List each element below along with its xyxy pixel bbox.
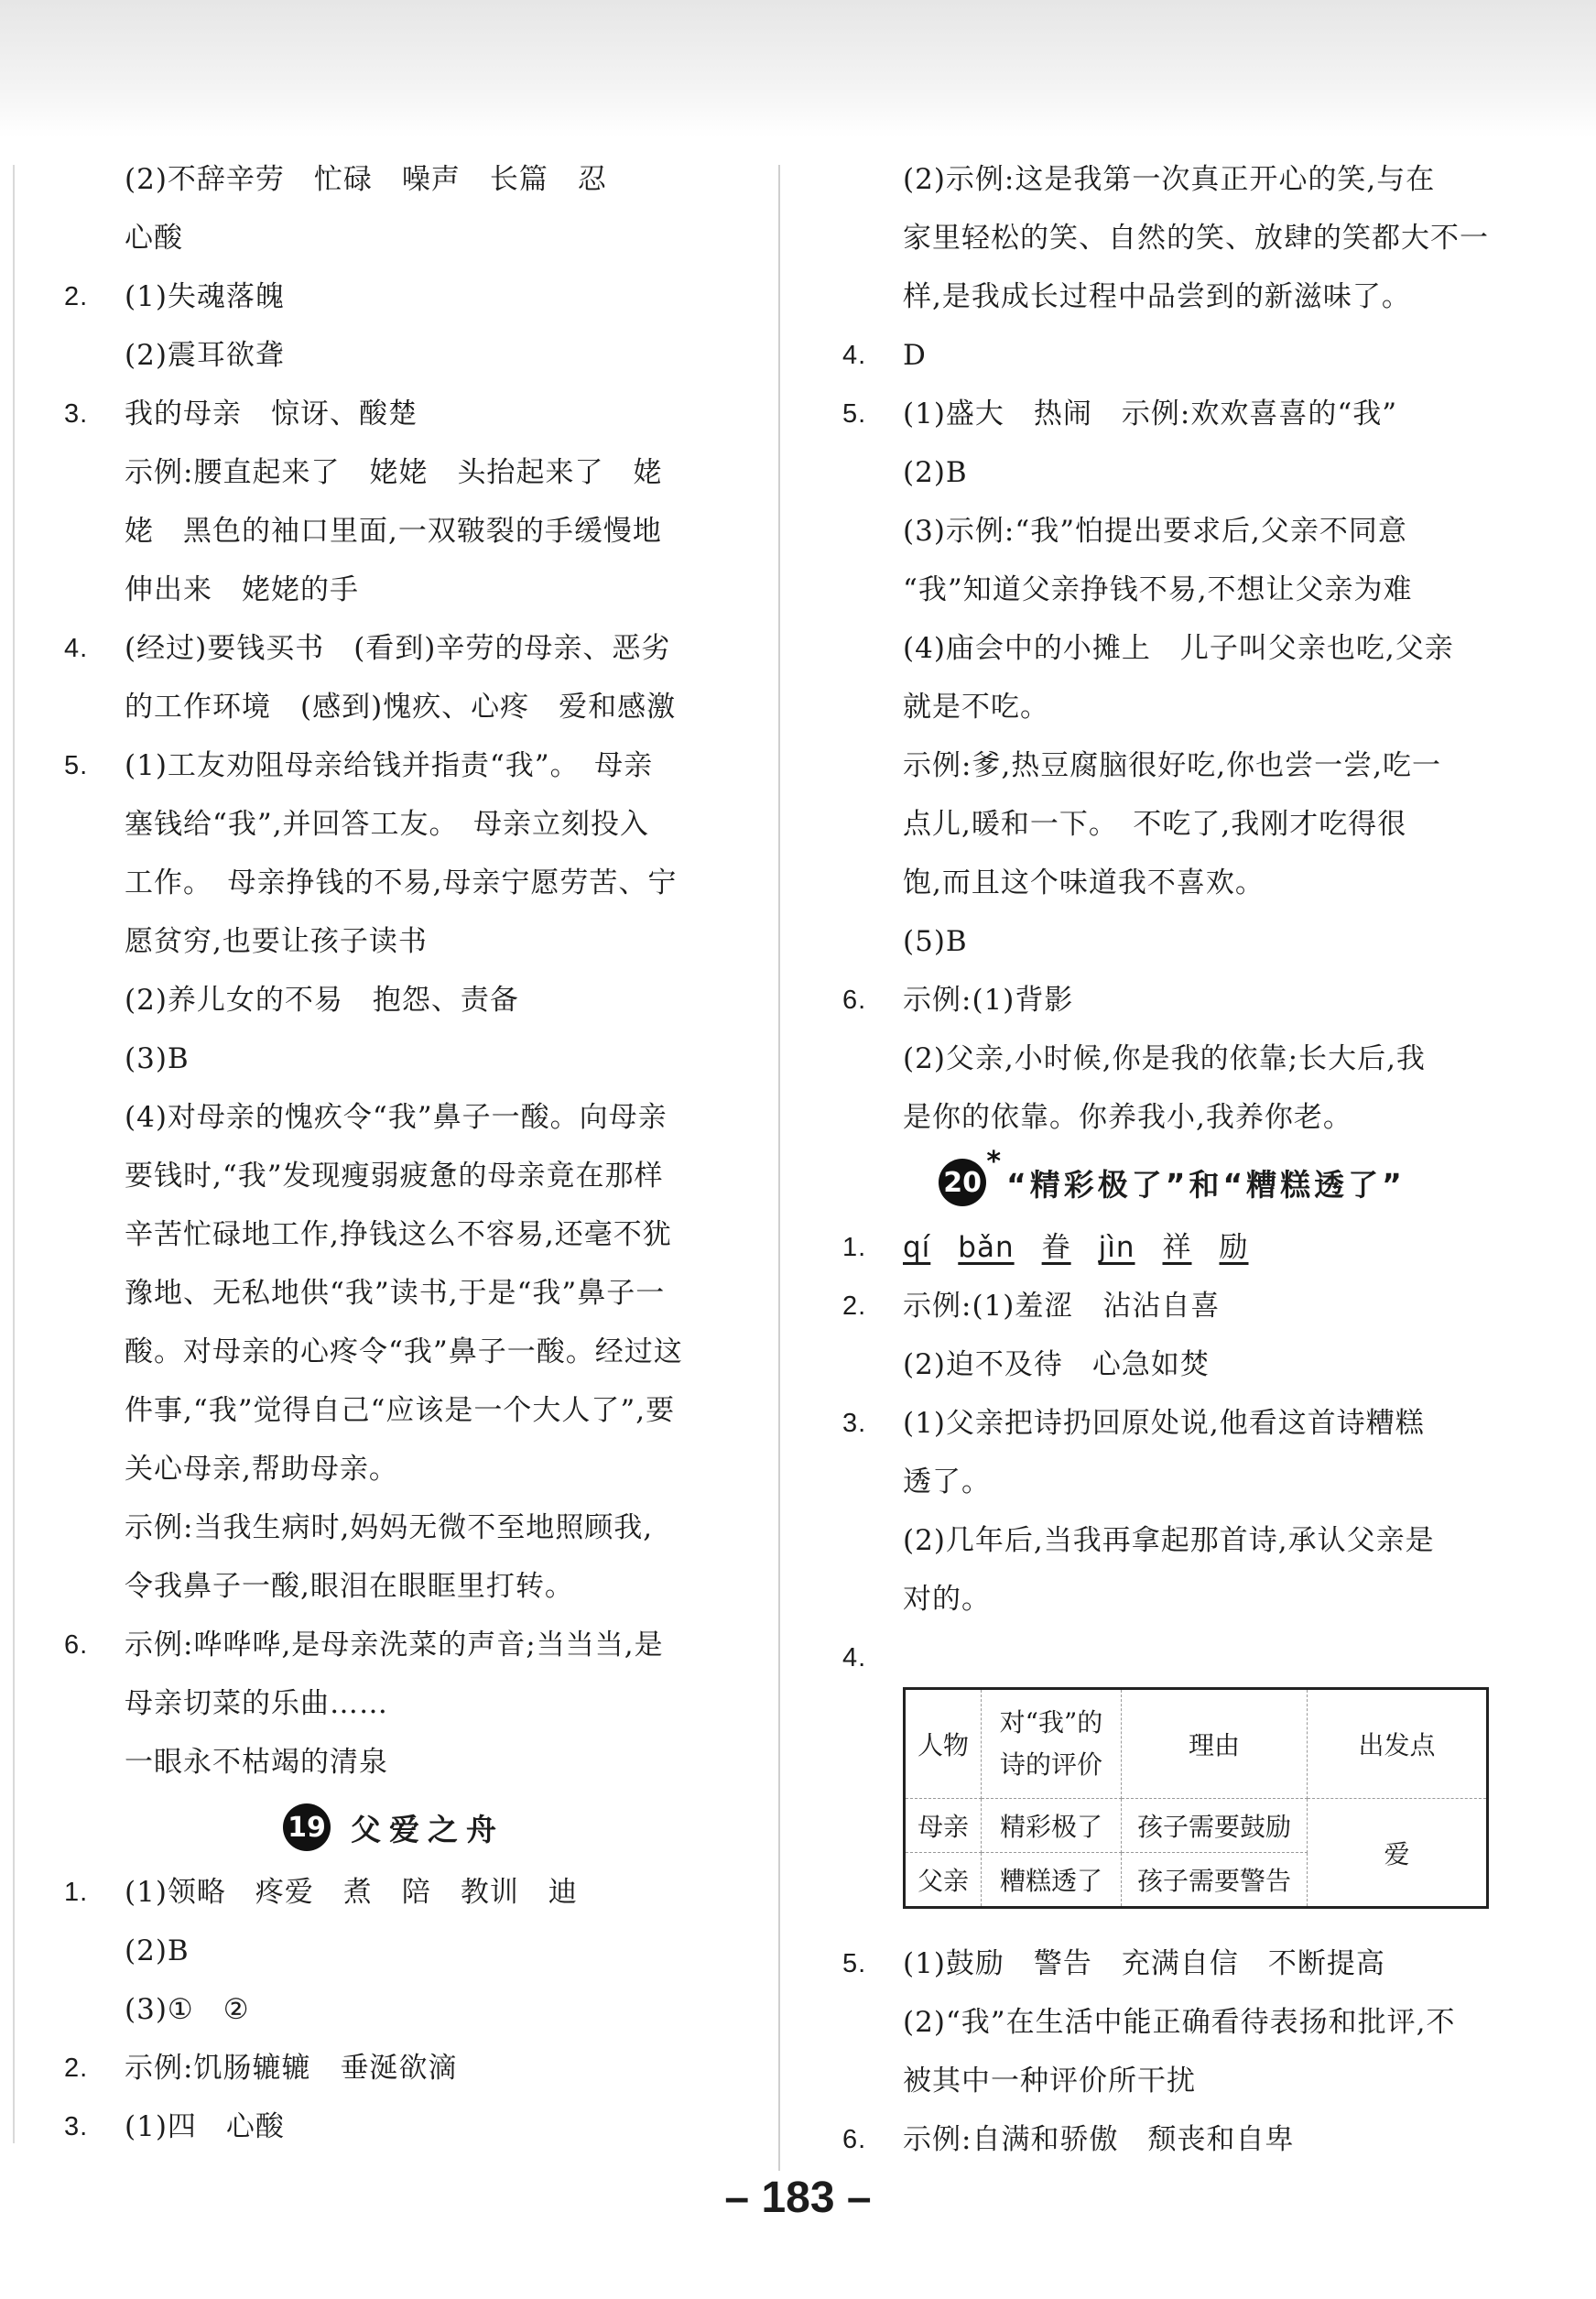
answer-line: 辛苦忙碌地工作,挣钱这么不容易,还毫不犹 (125, 1218, 672, 1251)
pinyin-answer: qí (903, 1231, 931, 1264)
item-number: 2. (842, 1291, 867, 1321)
answer-item: 5. (1)工友劝阻母亲给钱并指责“我”。 母亲 (64, 736, 723, 795)
table-cell: 糟糕透了 (982, 1853, 1122, 1908)
item-number: 2. (64, 282, 89, 311)
answer-line: 关心母亲,帮助母亲。 (125, 1453, 398, 1486)
lesson-heading-19 (64, 1792, 723, 1863)
answer-item (842, 1218, 1502, 1277)
answer-line: 饱,而且这个味道我不喜欢。 (903, 866, 1265, 899)
right-column (842, 150, 1502, 2169)
table-cell: 爱 (1308, 1799, 1488, 1908)
answer-item: 4. D (842, 326, 1502, 385)
answer-line: 就是不吃。 (903, 691, 1049, 724)
item-number: 2. (64, 2054, 89, 2083)
answer-item: 5. (1)盛大 热闹 示例:欢欢喜喜的“我” (842, 385, 1502, 443)
answer-line: (2)震耳欲聋 (125, 339, 285, 372)
item-number: 5. (842, 399, 867, 429)
answer-line: 母亲切菜的乐曲…… (125, 1687, 388, 1720)
answer-item: 2. (1)失魂落魄 (64, 267, 723, 326)
answer-line: (3)B (125, 1042, 190, 1075)
answer-line: (2)示例:这是我第一次真正开心的笑,与在 (903, 163, 1436, 196)
item-number: 6. (64, 1630, 89, 1660)
answer-item: 6. 示例:哗哗哗,是母亲洗菜的声音;当当当,是 (64, 1616, 723, 1674)
answer-line: 酸。对母亲的心疼令“我”鼻子一酸。经过这 (125, 1335, 683, 1368)
answer-line: 一眼永不枯竭的清泉 (125, 1746, 388, 1779)
item-number: 6. (842, 2125, 867, 2154)
answer-line: 点儿,暖和一下。 不吃了,我刚才吃得很 (903, 808, 1407, 841)
answer-line: 被其中一种评价所干扰 (903, 2065, 1196, 2097)
table-cell: 母亲 (905, 1799, 982, 1853)
table-header-cell: 出发点 (1308, 1689, 1488, 1799)
table-header-cell: 对“我”的 诗的评价 (982, 1689, 1122, 1799)
answer-line: 透了。 (903, 1465, 991, 1498)
answer-line: 愿贫穷,也要让孩子读书 (125, 925, 428, 958)
answer-line: (2)养儿女的不易 抱怨、责备 (125, 984, 519, 1017)
answer-item: 2. 示例:饥肠辘辘 垂涎欲滴 (64, 2039, 723, 2097)
answer-item: 3. 我的母亲 惊讶、酸楚 (64, 385, 723, 443)
item-number: 4. (842, 341, 867, 370)
answer-line: (4)对母亲的愧疚令“我”鼻子一酸。向母亲 (125, 1101, 668, 1134)
answer-item: 4. (经过)要钱买书 (看到)辛劳的母亲、恶劣 (64, 619, 723, 678)
table-cell: 孩子需要鼓励 (1122, 1799, 1308, 1853)
item-number: 3. (64, 399, 89, 429)
item-number: 4. (64, 634, 89, 663)
answer-line: 的工作环境 (感到)愧疚、心疼 爱和感激 (125, 691, 677, 724)
lesson-number-badge: 20 * (939, 1159, 986, 1206)
table-header-cell: 人物 (905, 1689, 982, 1799)
lesson-title: 父爱之舟 (351, 1811, 505, 1847)
item-number: 5. (842, 1949, 867, 1978)
answer-line: 令我鼻子一酸,眼泪在眼眶里打转。 (125, 1570, 574, 1603)
answer-line: (2)迫不及待 心急如焚 (903, 1348, 1210, 1381)
answer-line: 工作。 母亲挣钱的不易,母亲宁愿劳苦、宁 (125, 866, 678, 899)
character-answer: 祥 (1162, 1231, 1192, 1264)
answer-item: 3. (1)四 心酸 (64, 2097, 723, 2156)
answer-line: 伸出来 姥姥的手 (125, 573, 359, 606)
item-number: 3. (842, 1409, 867, 1438)
character-answer: 眷 (1041, 1231, 1071, 1264)
answer-line: 是你的依靠。你养我小,我养你老。 (903, 1101, 1352, 1134)
answer-item: 1. (1)领略 疼爱 煮 陪 教训 迪 (64, 1863, 723, 1922)
left-margin-line (13, 165, 15, 2143)
left-column (64, 150, 723, 2156)
answer-item (842, 1629, 1502, 1687)
lesson-number-badge: 19 (283, 1803, 331, 1851)
answer-line: 样,是我成长过程中品尝到的新滋味了。 (903, 280, 1411, 313)
star-mark: * (986, 1146, 1002, 1178)
table-cell: 孩子需要警告 (1122, 1853, 1308, 1908)
answer-line: 示例:腰直起来了 姥姥 头抬起来了 姥 (125, 456, 663, 489)
item-number: 3. (64, 2112, 89, 2141)
answer-line: 姥 黑色的袖口里面,一双皲裂的手缓慢地 (125, 515, 662, 548)
answer-line: 示例:当我生病时,妈妈无微不至地照顾我, (125, 1511, 654, 1544)
answer-line: (2)B (125, 1934, 190, 1967)
answer-line: 豫地、无私地供“我”读书,于是“我”鼻子一 (125, 1277, 666, 1310)
item-number: 1. (64, 1878, 89, 1907)
answer-item: 6. 示例:(1)背影 (842, 971, 1502, 1030)
answer-item: 5. (1)鼓励 警告 充满自信 不断提高 (842, 1934, 1502, 1993)
answer-item: 6. 示例:自满和骄傲 颓丧和自卑 (842, 2110, 1502, 2169)
pinyin-answer: bǎn (958, 1231, 1015, 1264)
answer-line: 心酸 (125, 222, 183, 255)
lesson-title: “精彩极了”和“糟糕透了” (1006, 1166, 1406, 1203)
table-cell: 父亲 (905, 1853, 982, 1908)
scan-top-band (0, 0, 1596, 137)
answer-line: (3)示例:“我”怕提出要求后,父亲不同意 (903, 515, 1407, 548)
table-header-row (905, 1689, 1488, 1799)
answer-line: (2)父亲,小时候,你是我的依靠;长大后,我 (903, 1042, 1426, 1075)
column-divider (778, 165, 780, 2171)
table-row (905, 1799, 1488, 1853)
answer-line: (5)B (903, 925, 968, 958)
table-cell: 精彩极了 (982, 1799, 1122, 1853)
answer-line: 家里轻松的笑、自然的笑、放肆的笑都大不一 (903, 222, 1489, 255)
answer-line: (2)不辞辛劳 忙碌 噪声 长篇 忍 (125, 163, 607, 196)
item-number: 4. (842, 1643, 867, 1672)
answer-line: (2)B (903, 456, 968, 489)
evaluation-table-wrap (842, 1687, 1502, 1934)
answer-item: 2. 示例:(1)羞涩 沾沾自喜 (842, 1277, 1502, 1335)
answer-line: “我”知道父亲挣钱不易,不想让父亲为难 (903, 573, 1413, 606)
item-number: 5. (64, 751, 89, 780)
answer-line: (4)庙会中的小摊上 儿子叫父亲也吃,父亲 (903, 632, 1454, 665)
item-number: 1. (842, 1233, 867, 1262)
answer-line: (2)“我”在生活中能正确看待表扬和批评,不 (903, 2006, 1456, 2039)
page-number: – 183 – (724, 2174, 872, 2222)
answer-line: 对的。 (903, 1583, 991, 1616)
pinyin-answer: jìn (1098, 1231, 1135, 1264)
answer-line: 示例:爹,热豆腐脑很好吃,你也尝一尝,吃一 (903, 749, 1442, 782)
lesson-heading-20 (842, 1147, 1502, 1218)
answer-line: (3)① ② (125, 1993, 250, 2026)
answer-item: 3. (1)父亲把诗扔回原处说,他看这首诗糟糕 (842, 1394, 1502, 1453)
answer-line: (2)几年后,当我再拿起那首诗,承认父亲是 (903, 1524, 1435, 1557)
answer-line: 要钱时,“我”发现瘦弱疲惫的母亲竟在那样 (125, 1160, 664, 1193)
evaluation-table (903, 1687, 1489, 1909)
answer-line: 塞钱给“我”,并回答工友。 母亲立刻投入 (125, 808, 650, 841)
table-header-cell: 理由 (1122, 1689, 1308, 1799)
answer-line: 件事,“我”觉得自己“应该是一个大人了”,要 (125, 1394, 676, 1427)
character-answer: 励 (1219, 1231, 1249, 1264)
item-number: 6. (842, 986, 867, 1015)
